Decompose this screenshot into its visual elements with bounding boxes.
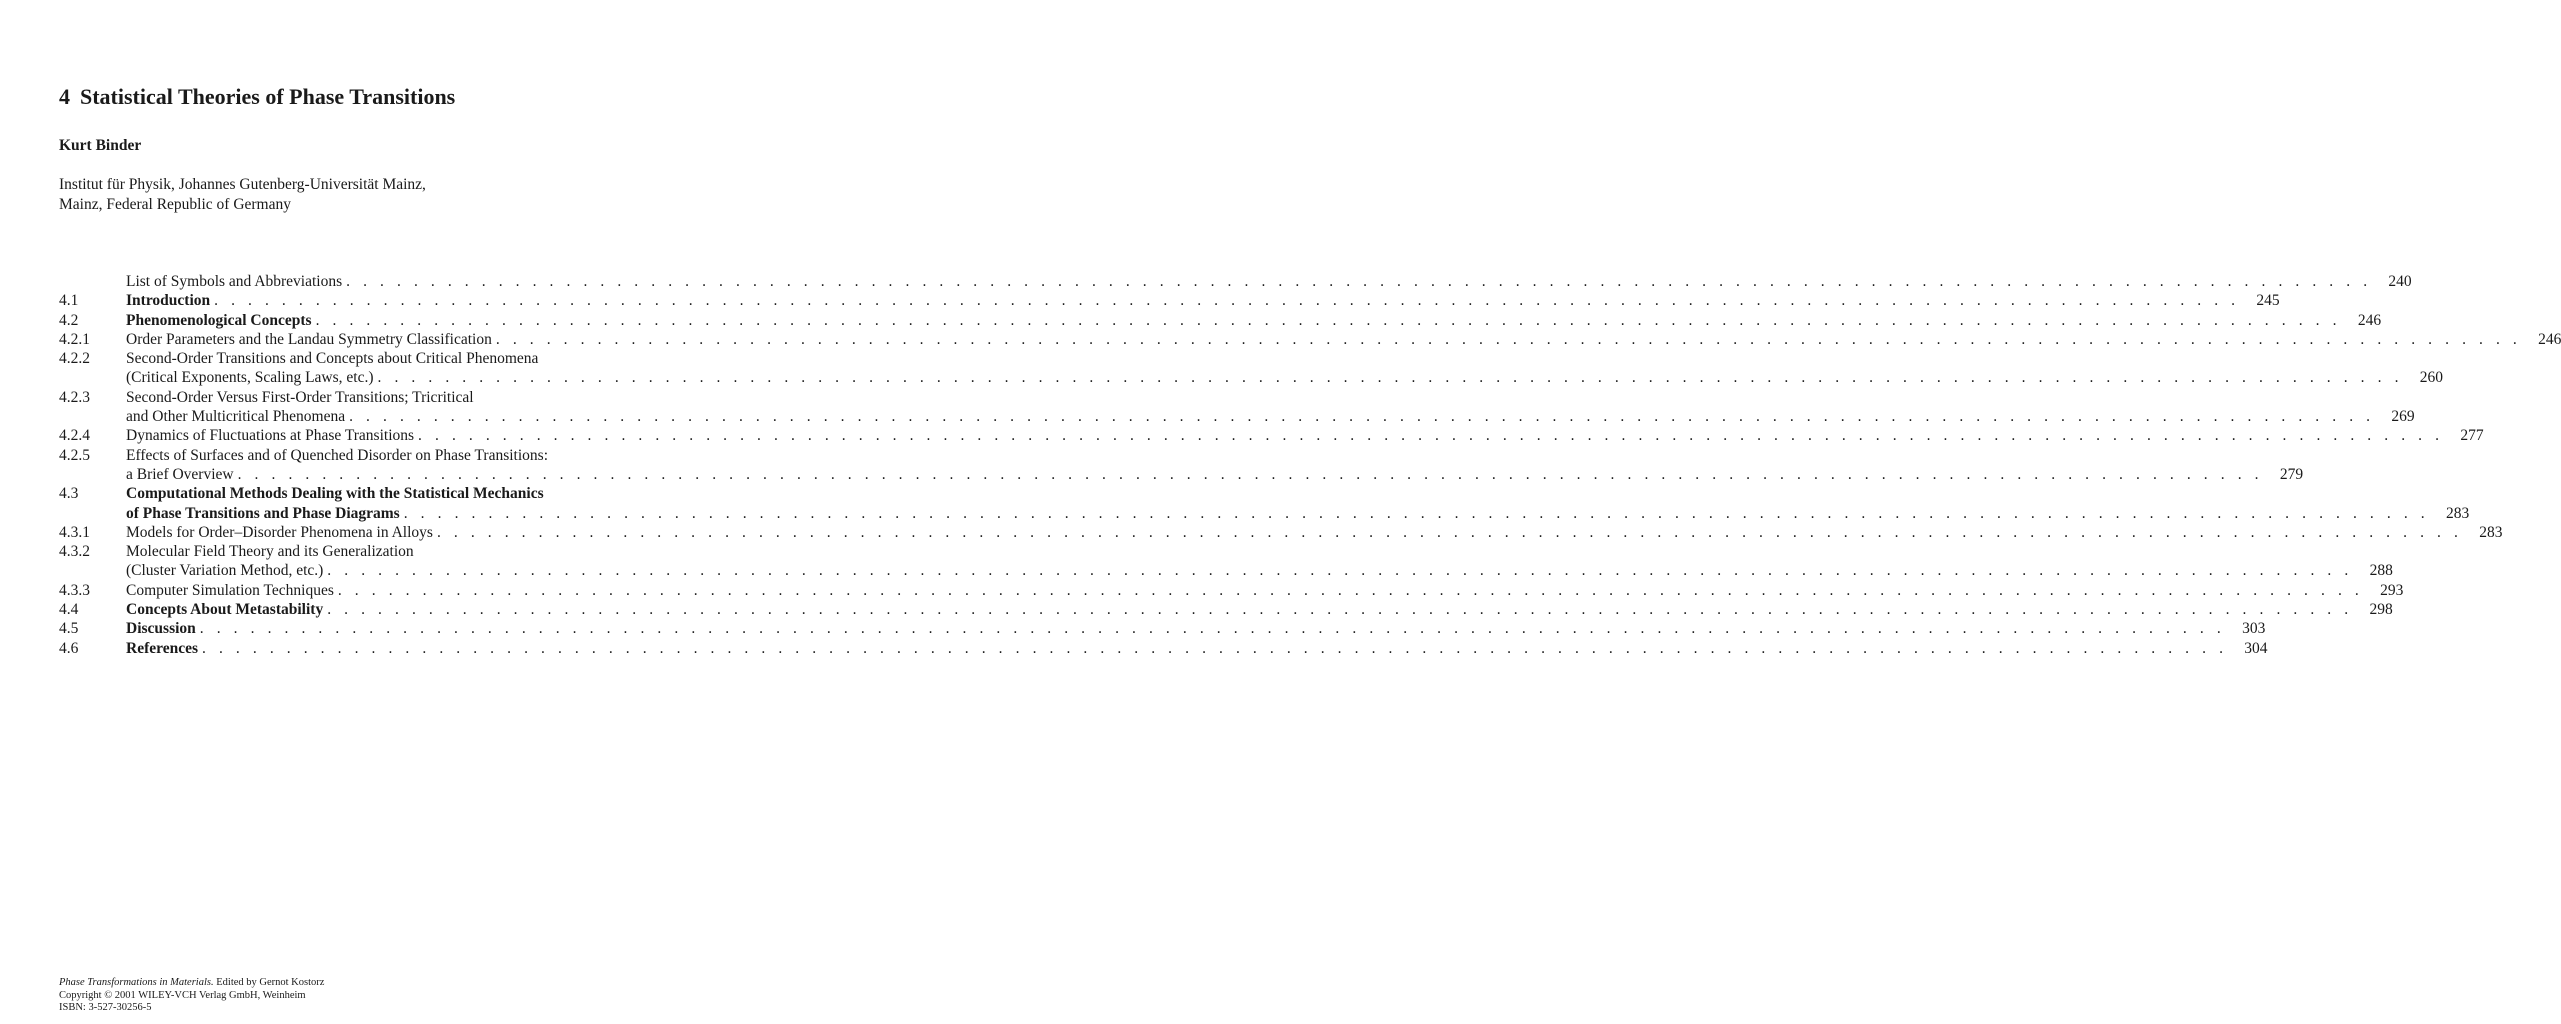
- toc-section-title: Phenomenological Concepts: [126, 311, 316, 330]
- toc-line: [59, 504, 2470, 523]
- table-of-contents: [59, 272, 2561, 658]
- affiliation-line-2: Mainz, Federal Republic of Germany: [59, 196, 291, 213]
- toc-line: [59, 561, 2393, 580]
- toc-section-title: List of Symbols and Abbreviations: [126, 272, 346, 291]
- chapter-title-text: Statistical Theories of Phase Transitions: [80, 84, 456, 109]
- toc-leader-dots: . . . . . . . . . . . . . . . . . . . . . . . . . . . . . . . . . . . . . . . . . . . . . . . . . . . . . . . . . . . . . . . . . . . . . . . . . . . . . . . . . . . . . . . . . . . . . . . . . . . . . . . . . . . . . . . . . . . . . . . .: [202, 639, 2228, 657]
- toc-entry: [59, 581, 2404, 600]
- toc-page-number: 269: [2391, 408, 2415, 426]
- toc-leader-dots: . . . . . . . . . . . . . . . . . . . . . . . . . . . . . . . . . . . . . . . . . . . . . . . . . . . . . . . . . . . . . . . . . . . . . . . . . . . . . . . . . . . . . . . . . . . . . . . . . . . . . . . . . . . . . . . . . . . . . . . .: [337, 581, 2364, 599]
- toc-section-number: 4.6: [59, 639, 79, 657]
- toc-section-number: 4.3.3: [59, 581, 90, 599]
- toc-entry: [59, 291, 2280, 310]
- toc-leader-dots: . . . . . . . . . . . . . . . . . . . . . . . . . . . . . . . . . . . . . . . . . . . . . . . . . . . . . . . . . . . . . . . . . . . . . . . . . . . . . . . . . . . . . . . . . . . . . . . . . . . . . . . . . . . . . . . . . . . . . . . .: [495, 330, 2522, 348]
- toc-entry: [59, 542, 2393, 581]
- toc-line: [59, 542, 707, 561]
- toc-section-number: 4.2: [59, 311, 79, 329]
- toc-section-number: 4.3.2: [59, 543, 90, 561]
- toc-entry: [59, 349, 2444, 388]
- chapter-title: [59, 84, 455, 110]
- toc-page-number: 304: [2244, 639, 2268, 657]
- toc-page-number: 298: [2369, 601, 2393, 619]
- toc-section-title: Discussion: [126, 619, 200, 638]
- toc-section-number: 4.2.3: [59, 388, 90, 406]
- footer: [59, 977, 324, 1015]
- toc-section-title: Dynamics of Fluctuations at Phase Transitions: [126, 426, 418, 445]
- toc-section-title: Effects of Surfaces and of Quenched Disorder on Phase Transitions:: [126, 446, 549, 464]
- toc-section-number: 4.5: [59, 620, 79, 638]
- toc-leader-dots: . . . . . . . . . . . . . . . . . . . . . . . . . . . . . . . . . . . . . . . . . . . . . . . . . . . . . . . . . . . . . . . . . . . . . . . . . . . . . . . . . . . . . . . . . . . . . . . . . . . . . . . . . . . . . . . . . . . . . . . .: [377, 369, 2404, 387]
- toc-line: [59, 600, 2393, 619]
- toc-page-number: 246: [2538, 330, 2561, 348]
- toc-entry: [59, 484, 2470, 523]
- toc-leader-dots: . . . . . . . . . . . . . . . . . . . . . . . . . . . . . . . . . . . . . . . . . . . . . . . . . . . . . . . . . . . . . . . . . . . . . . . . . . . . . . . . . . . . . . . . . . . . . . . . . . . . . . . . . . . . . . . . . . . . . . . .: [436, 523, 2463, 541]
- toc-line: [59, 465, 2304, 484]
- footer-copyright: Copyright © 2001 WILEY-VCH Verlag GmbH, Weinheim: [59, 989, 306, 1001]
- toc-line: [59, 581, 2404, 600]
- toc-line: [59, 330, 2561, 349]
- toc-line: [59, 639, 2268, 658]
- toc-section-title: Concepts About Metastability: [126, 600, 327, 619]
- toc-line: [59, 426, 2484, 445]
- toc-entry: [59, 388, 2415, 427]
- toc-section-title: a Brief Overview: [126, 465, 238, 484]
- toc-line: [59, 349, 707, 368]
- toc-section-number: 4.2.4: [59, 427, 90, 445]
- toc-entry: [59, 619, 2266, 638]
- toc-page-number: 240: [2388, 273, 2412, 290]
- toc-page-number: 293: [2380, 581, 2404, 599]
- toc-entry: [59, 446, 2304, 485]
- toc-section-title: Computer Simulation Techniques: [126, 581, 338, 600]
- toc-section-title: References: [126, 639, 202, 658]
- toc-section-title: Second-Order Transitions and Concepts about Critical Phenomena: [126, 350, 539, 368]
- toc-leader-dots: . . . . . . . . . . . . . . . . . . . . . . . . . . . . . . . . . . . . . . . . . . . . . . . . . . . . . . . . . . . . . . . . . . . . . . . . . . . . . . . . . . . . . . . . . . . . . . . . . . . . . . . . . . . . . . . . . . . . . . . .: [237, 465, 2264, 483]
- footer-book-line: [59, 977, 324, 990]
- toc-section-title: Second-Order Versus First-Order Transitions; Tricritical: [126, 388, 474, 406]
- toc-section-title: (Critical Exponents, Scaling Laws, etc.): [126, 368, 378, 387]
- toc-section-title: Molecular Field Theory and its Generalization: [126, 543, 414, 561]
- toc-section-number: 4.4: [59, 601, 79, 619]
- toc-section-title: Order Parameters and the Landau Symmetry Classification: [126, 330, 496, 349]
- toc-page-number: 246: [2357, 311, 2382, 329]
- toc-section-number: 4.2.5: [59, 446, 90, 464]
- toc-page-number: 260: [2419, 369, 2444, 387]
- toc-line: [59, 446, 707, 465]
- toc-page-number: 283: [2446, 504, 2470, 522]
- toc-leader-dots: . . . . . . . . . . . . . . . . . . . . . . . . . . . . . . . . . . . . . . . . . . . . . . . . . . . . . . . . . . . . . . . . . . . . . . . . . . . . . . . . . . . . . . . . . . . . . . . . . . . . . . . . . . . . . . . . . . . . . . . .: [327, 562, 2353, 580]
- toc-entry: [59, 600, 2393, 619]
- toc-line: [59, 619, 2266, 638]
- toc-entry: [59, 639, 2268, 658]
- toc-leader-dots: . . . . . . . . . . . . . . . . . . . . . . . . . . . . . . . . . . . . . . . . . . . . . . . . . . . . . . . . . . . . . . . . . . . . . . . . . . . . . . . . . . . . . . . . . . . . . . . . . . . . . . . . . . . . . . . . . . . . . . . .: [315, 311, 2342, 329]
- toc-entry: [59, 523, 2503, 542]
- footer-isbn: ISBN: 3-527-30256-5: [59, 1002, 152, 1014]
- toc-entry: [59, 272, 2412, 291]
- toc-line: [59, 272, 2412, 291]
- toc-page-number: 277: [2460, 427, 2484, 445]
- toc-entry: [59, 311, 2382, 330]
- footer-editor: Edited by Gernot Kostorz: [213, 977, 325, 988]
- toc-section-number: 4.3: [59, 485, 79, 503]
- toc-leader-dots: . . . . . . . . . . . . . . . . . . . . . . . . . . . . . . . . . . . . . . . . . . . . . . . . . . . . . . . . . . . . . . . . . . . . . . . . . . . . . . . . . . . . . . . . . . . . . . . . . . . . . . . . . . . . . . . . . . . . . . . .: [214, 292, 2240, 310]
- toc-page-number: 245: [2256, 292, 2280, 310]
- affiliation-line-1: Institut für Physik, Johannes Gutenberg-Universität Mainz,: [59, 176, 426, 193]
- toc-leader-dots: . . . . . . . . . . . . . . . . . . . . . . . . . . . . . . . . . . . . . . . . . . . . . . . . . . . . . . . . . . . . . . . . . . . . . . . . . . . . . . . . . . . . . . . . . . . . . . . . . . . . . . . . . . . . . . . . . . . . . . . .: [418, 427, 2444, 445]
- toc-section-number: 4.1: [59, 292, 79, 310]
- toc-section-title: Models for Order–Disorder Phenomena in Alloys: [126, 523, 437, 542]
- toc-line: [59, 388, 707, 407]
- toc-line: [59, 407, 2415, 426]
- toc-leader-dots: . . . . . . . . . . . . . . . . . . . . . . . . . . . . . . . . . . . . . . . . . . . . . . . . . . . . . . . . . . . . . . . . . . . . . . . . . . . . . . . . . . . . . . . . . . . . . . . . . . . . . . . . . . . . . . . . . . . . . . . .: [349, 408, 2375, 426]
- toc-leader-dots: . . . . . . . . . . . . . . . . . . . . . . . . . . . . . . . . . . . . . . . . . . . . . . . . . . . . . . . . . . . . . . . . . . . . . . . . . . . . . . . . . . . . . . . . . . . . . . . . . . . . . . . . . . . . . . . . . . . . . . . .: [327, 601, 2353, 619]
- toc-line: [59, 368, 2444, 387]
- toc-line: [59, 484, 707, 503]
- toc-section-title: Introduction: [126, 291, 214, 310]
- toc-section-title: and Other Multicritical Phenomena: [126, 407, 349, 426]
- toc-section-title: of Phase Transitions and Phase Diagrams: [126, 504, 404, 523]
- toc-entry: [59, 426, 2484, 445]
- toc-page-number: 303: [2242, 620, 2266, 638]
- toc-section-title: Computational Methods Dealing with the Statistical Mechanics: [126, 485, 544, 503]
- toc-page-number: 279: [2279, 465, 2304, 483]
- toc-section-title: (Cluster Variation Method, etc.): [126, 561, 327, 580]
- toc-section-number: 4.2.2: [59, 350, 90, 368]
- toc-section-number: 4.3.1: [59, 523, 90, 541]
- toc-entry: [59, 330, 2561, 349]
- author-name: Kurt Binder: [59, 137, 142, 154]
- toc-line: [59, 311, 2382, 330]
- toc-line: [59, 523, 2503, 542]
- toc-leader-dots: . . . . . . . . . . . . . . . . . . . . . . . . . . . . . . . . . . . . . . . . . . . . . . . . . . . . . . . . . . . . . . . . . . . . . . . . . . . . . . . . . . . . . . . . . . . . . . . . . . . . . . . . . . . . . . . . . . . . . . . .: [199, 620, 2226, 638]
- toc-section-number: 4.2.1: [59, 330, 90, 348]
- toc-leader-dots: . . . . . . . . . . . . . . . . . . . . . . . . . . . . . . . . . . . . . . . . . . . . . . . . . . . . . . . . . . . . . . . . . . . . . . . . . . . . . . . . . . . . . . . . . . . . . . . . . . . . . . . . . . . . . . . . . . . . . . . .: [403, 504, 2430, 522]
- toc-line: [59, 291, 2280, 310]
- toc-page-number: 283: [2479, 523, 2503, 541]
- toc-page-number: 288: [2369, 562, 2393, 580]
- affiliation: [59, 175, 426, 215]
- toc-leader-dots: . . . . . . . . . . . . . . . . . . . . . . . . . . . . . . . . . . . . . . . . . . . . . . . . . . . . . . . . . . . . . . . . . . . . . . . . . . . . . . . . . . . . . . . . . . . . . . . . . . . . . . . . . . . . . . . . . . . . . . . .: [346, 273, 2372, 290]
- footer-book-title: Phase Transformations in Materials.: [59, 977, 214, 988]
- chapter-number: 4: [59, 84, 70, 109]
